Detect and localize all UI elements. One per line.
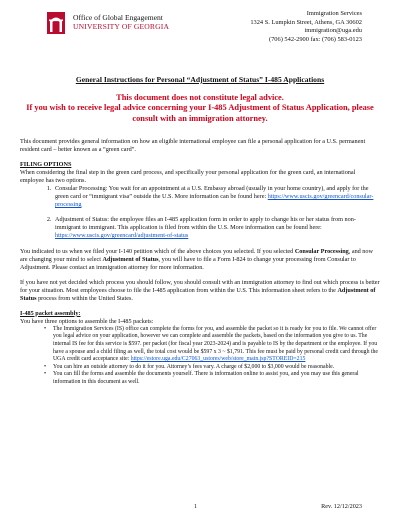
address-line: 1324 S. Lumpkin Street, Athens, GA 30602: [250, 18, 362, 26]
filing-lead: When considering the final step in the green card process, and specifically your personal application for the green card, an international employee has two options.: [20, 169, 356, 185]
text-run: The Immigration Services (IS) office can complete the forms for you, and assemble the packet so it is ready for you to file. We cannot offer you legal advice on your application, however we can complete and assemble the packets, based on the information you give to us. The internal IS fee for this service is $597. per packet (for fiscal year 2023-2024) and is payable to IS by the department or the employee. If you have a spouse and a child filing as well, the total cost would be $597 x 3 ~ $1,791. This fee must be paid by personal credit card through the UGA credit card acceptance site:: [53, 325, 379, 363]
disclaimer-line-1: This document does not constitute legal advice.: [116, 93, 284, 102]
text-run: You indicated to us when we filed your I-140 petition which of the above choices you selected. If you selected: [20, 247, 295, 255]
address-line: Immigration Services: [306, 10, 362, 17]
bold-run: Adjustment of Status: [20, 286, 376, 302]
address-block: [250, 10, 362, 44]
text-run: If you have not yet decided which process you should follow, you should consult with an immigration attorney to find out which process is better for your situation. Most employees choose to file the I-485 application from within the U.S. This information sheet refers to the: [20, 278, 380, 294]
filing-options-heading: FILING OPTIONS: [20, 161, 72, 169]
org-name: Office of Global Engagement: [73, 13, 163, 22]
legal-disclaimer: [20, 93, 380, 124]
text-run: process from within the United States.: [36, 294, 133, 302]
option-adjustment: [53, 216, 380, 240]
org-block: [73, 13, 169, 31]
bold-run: Consular Processing: [294, 247, 349, 255]
page-number: 1: [194, 503, 198, 510]
packet-assembly-heading: I-485 packet assembly:: [20, 309, 81, 317]
text-run: , you will have to file a Form I-824 to change your processing from Consular to Adjustment. Please contact an immigration attorney for more information.: [20, 255, 356, 271]
option-text: Adjustment of Status: the employee files an I-485 application form in order to apply to change his or her status from non-immigrant to immigrant. This application is filed from within the U.S. More information can be found here:: [55, 216, 356, 232]
university-name: UNIVERSITY OF GEORGIA: [73, 22, 170, 31]
uga-estore-link[interactable]: https://estore.uga.edu/C27063_ustores/web/store_main.jsp?STOREID=215: [130, 356, 306, 363]
packet-option-attorney: • You can hire an outside attorney to do it for you. Attorney’s fees vary. A charge of $2,000 to $3,000 would be reasonable.: [53, 364, 380, 372]
packet-option-self: • You can fill the forms and assemble the documents yourself. There is information online to assist you, and you may use this general information in this document as well.: [53, 371, 380, 386]
intro-paragraph: This document provides general information on how an eligible international employee can file a personal application for a U.S. permanent resident card – better known as a “green card”.: [20, 138, 366, 154]
document-body: [20, 138, 380, 387]
filing-options-list: [20, 185, 380, 240]
packet-lead: You have three options to assemble the I-485 packets:: [20, 317, 154, 325]
option-consular: [53, 185, 380, 209]
indicated-paragraph: [20, 248, 380, 272]
uga-arch-logo-icon: [47, 12, 65, 34]
adjustment-of-status-link[interactable]: https://www.uscis.gov/greencard/adjustment-of-status: [55, 232, 189, 240]
consular-processing-link[interactable]: https://www.uscis.gov/greencard/consular-processing: [55, 193, 374, 209]
disclaimer-line-2: If you wish to receive legal advice concerning your I-485 Adjustment of Status Application, please consult with an immigration attorney.: [26, 103, 374, 123]
text-run: , and now are changing your mind to select: [20, 247, 373, 263]
option-text: Consular Processing: You wait for an appointment at a U.S. Embassy abroad (usually in your home country), and apply for the green card or “immigrant visa” outside the U.S. More information can be found here:: [55, 185, 369, 201]
packet-options-list: [20, 326, 380, 387]
undecided-paragraph: [20, 279, 380, 303]
bold-run: Adjustment of Status: [102, 255, 159, 263]
packet-option-is-office: [53, 326, 380, 364]
revision-date: Rev. 12/12/2023: [321, 503, 362, 510]
phone-line: (706) 542-2900 fax: (706) 583-0123: [268, 35, 362, 43]
email-link[interactable]: immigration@uga.edu: [304, 27, 362, 35]
page-title: General Instructions for Personal “Adjustment of Status” I-485 Applications: [75, 75, 325, 84]
